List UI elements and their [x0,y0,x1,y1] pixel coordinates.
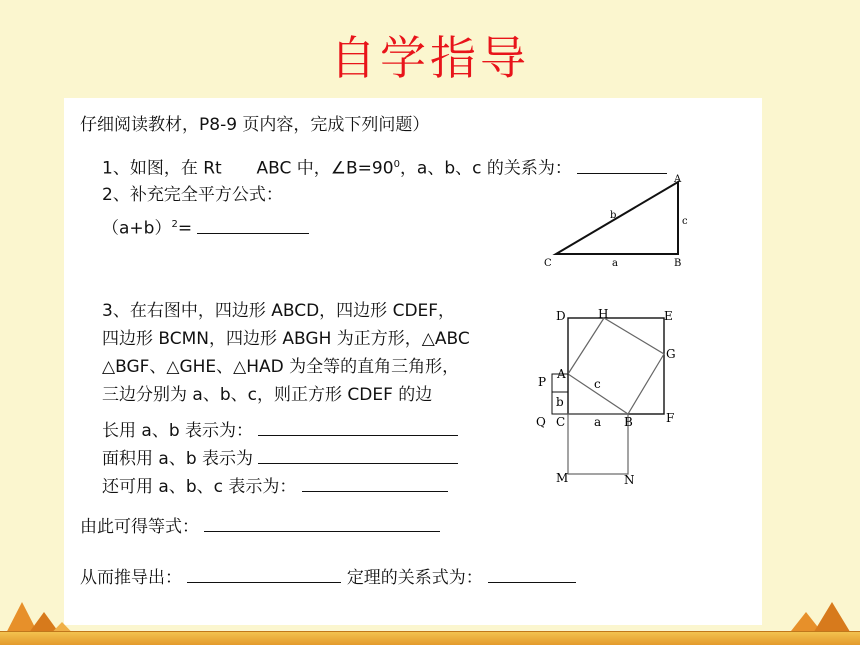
theorem-name-blank[interactable] [187,566,341,583]
q3-line-7 [102,475,448,498]
triangle-shape [556,182,678,254]
sq-label-D: D [556,309,566,323]
tri-label-C: C [544,258,552,269]
square-ABGH [568,318,664,414]
sq-label-c: c [594,377,601,391]
q1-prefix: 1、如图，在 Rt [102,158,222,179]
area-abc-blank[interactable] [302,475,448,492]
q3-line-3: △BGF、△GHE、△HAD 为全等的直角三角形， [102,357,460,377]
q2-sup: 2 [171,219,178,230]
sq-label-M: M [556,471,569,485]
q3-line-1: 3、在右图中，四边形 ABCD，四边形 CDEF， [102,301,456,321]
q2-eq: = [177,218,193,239]
q3-side-label: 长用 a、b 表示为： [102,421,254,441]
tri-label-A: A [674,174,682,185]
sq-label-F: F [666,411,675,425]
q2-answer-blank[interactable] [197,217,309,234]
derive-blank[interactable] [204,515,440,532]
q1-sup: 0 [393,159,400,170]
q3-line-2: 四边形 BCMN，四边形 ABGH 为正方形，△ABC [102,329,470,349]
sq-label-a: a [594,415,602,429]
sq-label-G: G [666,347,676,361]
derive-line [80,515,440,538]
area-ab-blank[interactable] [258,447,458,464]
sq-label-E: E [664,309,673,323]
slide-title: 自学指导 [330,31,530,85]
q2-formula: （a+b） [102,218,172,239]
q3-line-4: 三边分别为 a、b、c，则正方形 CDEF 的边 [102,385,433,405]
worksheet-card [64,98,762,625]
q1-answer-blank[interactable] [577,157,667,174]
pythagoras-square-figure [532,306,682,496]
square-CDEF [568,318,664,414]
question-2: 2、补充完全平方公式： [102,185,283,205]
sq-label-b: b [556,395,564,409]
tri-label-b: b [610,210,617,221]
sq-label-N: N [624,473,635,487]
bottom-band [0,632,860,645]
sq-label-B: B [624,415,633,429]
sq-label-C: C [556,415,566,429]
side-length-blank[interactable] [258,419,458,436]
q3-area-abc-label: 还可用 a、b、c 表示为： [102,477,297,497]
conclude-label: 从而推导出： [80,568,182,588]
q3-line-5 [102,419,458,442]
q1-suffix: ，a、b、c 的关系为： [399,158,572,179]
q2-formula-line [102,214,309,240]
tri-label-c: c [682,216,688,227]
sq-label-Q: Q [536,415,546,429]
tri-label-B: B [674,258,682,269]
relation-label: 定理的关系式为： [346,568,483,588]
sq-label-P: P [538,375,547,389]
sq-label-A: A [557,367,566,381]
sq-label-H: H [598,307,609,321]
q1-mid: ABC 中，∠B=90 [256,158,394,179]
right-triangle-figure [540,174,690,270]
q3-area-label: 面积用 a、b 表示为 [102,449,254,469]
relation-blank[interactable] [488,566,576,583]
q3-line-6 [102,447,458,470]
tri-label-a: a [612,258,618,269]
intro-text: 仔细阅读教材，P8-9 页内容，完成下列问题） [80,115,430,135]
derive-label: 由此可得等式： [80,517,199,537]
conclude-line [80,566,576,589]
